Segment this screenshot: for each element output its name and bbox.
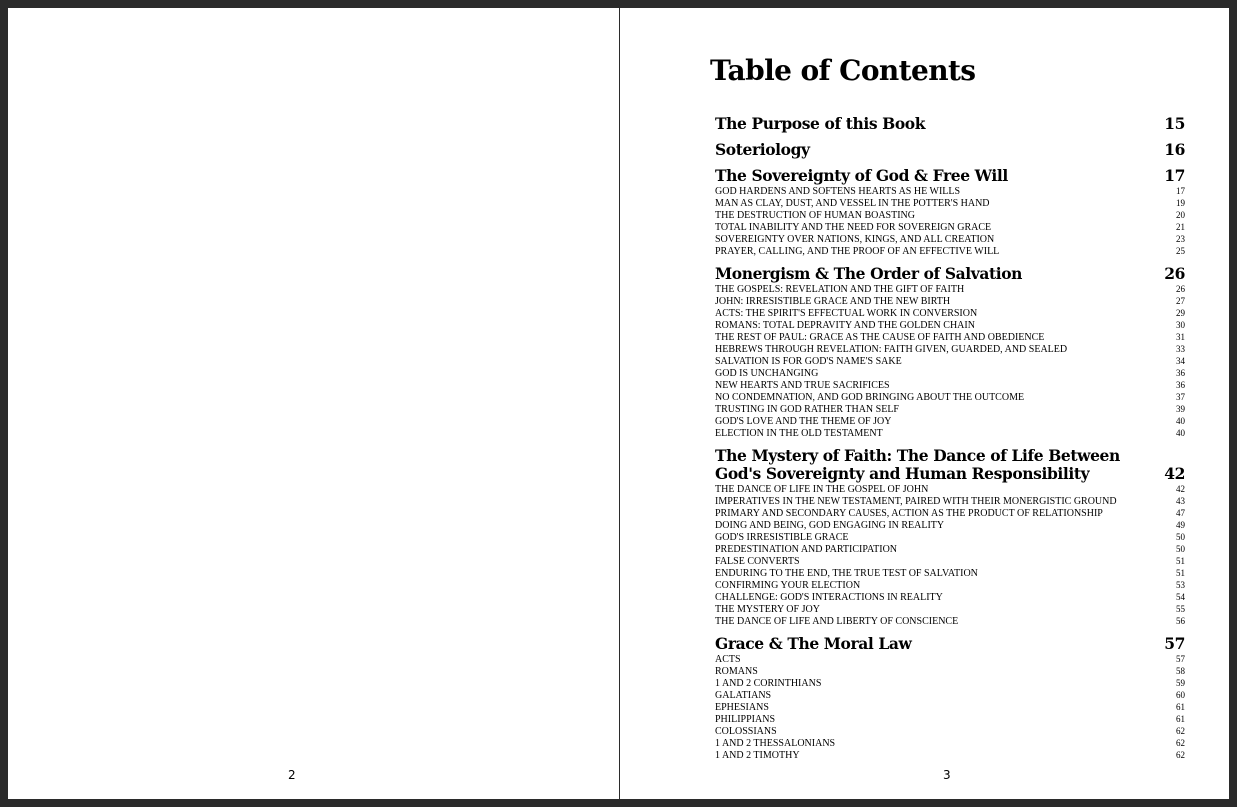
toc-entry-page-number: 42 (1176, 484, 1185, 494)
toc-entry-page-number: 29 (1176, 308, 1185, 318)
toc-section (715, 635, 1185, 761)
toc-entry[interactable] (715, 403, 1185, 415)
toc-entry-page-number: 55 (1176, 604, 1185, 614)
toc-entry-page-number: 40 (1176, 428, 1185, 438)
toc-entry[interactable] (715, 591, 1185, 603)
toc-entry[interactable] (715, 233, 1185, 245)
toc-entry-page-number: 25 (1176, 246, 1185, 256)
toc-section-page-number: 16 (1164, 140, 1185, 159)
toc-entry[interactable] (715, 653, 1185, 665)
toc-section-title: The Sovereignty of God & Free Will (715, 166, 1008, 185)
toc-entry[interactable] (715, 427, 1185, 439)
toc-section (715, 141, 1185, 159)
left-page-number: 2 (288, 768, 296, 782)
toc-section-heading[interactable] (715, 447, 1185, 483)
toc-entry[interactable] (715, 197, 1185, 209)
toc-entry-title: CONFIRMING YOUR ELECTION (715, 580, 861, 591)
toc-entry[interactable] (715, 295, 1185, 307)
toc-entry-title: PRIMARY AND SECONDARY CAUSES, ACTION AS THE PRODUCT OF RELATIONSHIP (715, 508, 1103, 519)
toc-entry[interactable] (715, 543, 1185, 555)
toc-entry[interactable] (715, 737, 1185, 749)
toc-entry-page-number: 61 (1176, 714, 1185, 724)
toc-section (715, 447, 1185, 627)
toc-entry-page-number: 36 (1176, 368, 1185, 378)
toc-entry-page-number: 54 (1176, 592, 1185, 602)
toc-entry-title: THE DESTRUCTION OF HUMAN BOASTING (715, 210, 915, 221)
toc-entry-title: ROMANS: TOTAL DEPRAVITY AND THE GOLDEN CHAIN (715, 320, 975, 331)
toc-entry-title: IMPERATIVES IN THE NEW TESTAMENT, PAIRED WITH THEIR MONERGISTIC GROUND (715, 496, 1117, 507)
toc-entry-page-number: 43 (1176, 496, 1185, 506)
toc-entry-page-number: 50 (1176, 544, 1185, 554)
toc-section-title: Soteriology (715, 140, 810, 159)
toc-entry-page-number: 19 (1176, 198, 1185, 208)
toc-entry-page-number: 62 (1176, 738, 1185, 748)
toc-entry-page-number: 36 (1176, 380, 1185, 390)
toc-entry-page-number: 61 (1176, 702, 1185, 712)
toc-section-title: Grace & The Moral Law (715, 634, 912, 653)
right-page-number: 3 (943, 768, 951, 782)
toc-entry-page-number: 37 (1176, 392, 1185, 402)
toc-entry-page-number: 17 (1176, 186, 1185, 196)
toc-section-heading[interactable] (715, 115, 1185, 133)
toc-entry-page-number: 50 (1176, 532, 1185, 542)
toc-entry-page-number: 39 (1176, 404, 1185, 414)
book-spread (8, 8, 1229, 799)
toc-entry-page-number: 53 (1176, 580, 1185, 590)
toc-section-page-number: 15 (1164, 114, 1185, 133)
toc-entry[interactable] (715, 725, 1185, 737)
toc-entry[interactable] (715, 677, 1185, 689)
toc-section-page-number: 57 (1164, 634, 1185, 653)
toc-entry-title: PHILIPPIANS (715, 714, 776, 725)
toc-entry-title: PRAYER, CALLING, AND THE PROOF OF AN EFFECTIVE WILL (715, 246, 1000, 257)
toc-entry-title: MAN AS CLAY, DUST, AND VESSEL IN THE POTTER'S HAND (715, 198, 990, 209)
toc-section-heading[interactable] (715, 635, 1185, 653)
toc-entry[interactable] (715, 415, 1185, 427)
toc-entry[interactable] (715, 603, 1185, 615)
toc-entry[interactable] (715, 185, 1185, 197)
toc-entry-page-number: 58 (1176, 666, 1185, 676)
toc-entry-title: FALSE CONVERTS (715, 556, 800, 567)
toc-entry[interactable] (715, 283, 1185, 295)
toc-entry[interactable] (715, 749, 1185, 761)
toc-entry-page-number: 59 (1176, 678, 1185, 688)
toc-entry-title: COLOSSIANS (715, 726, 777, 737)
toc-entry-page-number: 51 (1176, 568, 1185, 578)
toc-entry-title: GALATIANS (715, 690, 772, 701)
toc-entry[interactable] (715, 701, 1185, 713)
toc-entry[interactable] (715, 245, 1185, 257)
toc-entry[interactable] (715, 355, 1185, 367)
left-page (8, 8, 619, 799)
toc-entry[interactable] (715, 531, 1185, 543)
toc-entry-title: EPHESIANS (715, 702, 769, 713)
toc-entry-title: HEBREWS THROUGH REVELATION: FAITH GIVEN, GUARDED, AND SEALED (715, 344, 1068, 355)
right-page (620, 8, 1229, 799)
toc-entry[interactable] (715, 519, 1185, 531)
toc-entry-title: ROMANS (715, 666, 758, 677)
toc-entry[interactable] (715, 209, 1185, 221)
toc-entry-page-number: 62 (1176, 750, 1185, 760)
toc-section-heading[interactable] (715, 265, 1185, 283)
toc-entry-title: SOVEREIGNTY OVER NATIONS, KINGS, AND ALL CREATION (715, 234, 995, 245)
toc-entry-title: THE MYSTERY OF JOY (715, 604, 820, 615)
toc-entry-title: 1 AND 2 CORINTHIANS (715, 678, 822, 689)
toc-entry-title: TOTAL INABILITY AND THE NEED FOR SOVEREIGN GRACE (715, 222, 992, 233)
toc-entry-title: ACTS: THE SPIRIT'S EFFECTUAL WORK IN CONVERSION (715, 308, 978, 319)
toc-entry[interactable] (715, 221, 1185, 233)
toc-title: Table of Contents (710, 54, 976, 87)
toc-entry-title: CHALLENGE: GOD'S INTERACTIONS IN REALITY (715, 592, 943, 603)
toc-entry[interactable] (715, 579, 1185, 591)
toc-entry-page-number: 49 (1176, 520, 1185, 530)
toc-entry[interactable] (715, 507, 1185, 519)
toc-entry[interactable] (715, 615, 1185, 627)
toc-entry[interactable] (715, 331, 1185, 343)
toc-entry-page-number: 30 (1176, 320, 1185, 330)
toc-entry-title: 1 AND 2 TIMOTHY (715, 750, 800, 761)
toc-entry-title: NO CONDEMNATION, AND GOD BRINGING ABOUT THE OUTCOME (715, 392, 1025, 403)
toc-entry-page-number: 47 (1176, 508, 1185, 518)
toc-entry-title: THE REST OF PAUL: GRACE AS THE CAUSE OF FAITH AND OBEDIENCE (715, 332, 1045, 343)
toc-entry-page-number: 20 (1176, 210, 1185, 220)
toc-entry-title: ENDURING TO THE END, THE TRUE TEST OF SALVATION (715, 568, 978, 579)
toc-entry-title: THE DANCE OF LIFE IN THE GOSPEL OF JOHN (715, 484, 929, 495)
toc-section-page-number: 42 (1164, 464, 1185, 483)
toc-section (715, 167, 1185, 257)
toc-section-title: The Mystery of Faith: The Dance of Life Between God's Sovereignty and Human Responsibility (715, 446, 1120, 483)
toc-entry[interactable] (715, 379, 1185, 391)
toc-entry-title: JOHN: IRRESISTIBLE GRACE AND THE NEW BIRTH (715, 296, 951, 307)
toc-entry-title: GOD'S IRRESISTIBLE GRACE (715, 532, 849, 543)
toc-entry[interactable] (715, 343, 1185, 355)
toc-entry[interactable] (715, 713, 1185, 725)
toc-entry[interactable] (715, 307, 1185, 319)
toc-entry[interactable] (715, 319, 1185, 331)
toc-entry[interactable] (715, 665, 1185, 677)
toc-entry[interactable] (715, 367, 1185, 379)
toc-entry-page-number: 57 (1176, 654, 1185, 664)
toc-entry-page-number: 60 (1176, 690, 1185, 700)
toc-entry[interactable] (715, 689, 1185, 701)
toc-entry-title: SALVATION IS FOR GOD'S NAME'S SAKE (715, 356, 902, 367)
toc-entry-title: GOD IS UNCHANGING (715, 368, 819, 379)
toc-section (715, 265, 1185, 439)
toc-entry-page-number: 51 (1176, 556, 1185, 566)
toc-entry-title: DOING AND BEING, GOD ENGAGING IN REALITY (715, 520, 945, 531)
toc-entry-page-number: 62 (1176, 726, 1185, 736)
toc-entry-page-number: 23 (1176, 234, 1185, 244)
toc-entry-page-number: 27 (1176, 296, 1185, 306)
toc-entry-page-number: 21 (1176, 222, 1185, 232)
toc-entry-page-number: 40 (1176, 416, 1185, 426)
toc-section-title: The Purpose of this Book (715, 114, 926, 133)
toc-entry[interactable] (715, 391, 1185, 403)
toc-entry-title: ELECTION IN THE OLD TESTAMENT (715, 428, 883, 439)
toc-entry-title: TRUSTING IN GOD RATHER THAN SELF (715, 404, 899, 415)
toc-entry[interactable] (715, 567, 1185, 579)
toc-entry-title: NEW HEARTS AND TRUE SACRIFICES (715, 380, 890, 391)
toc-entry-title: GOD'S LOVE AND THE THEME OF JOY (715, 416, 892, 427)
toc-entry-title: GOD HARDENS AND SOFTENS HEARTS AS HE WILLS (715, 186, 961, 197)
toc-section-heading[interactable] (715, 167, 1185, 185)
toc-section (715, 115, 1185, 133)
toc-entry-title: PREDESTINATION AND PARTICIPATION (715, 544, 898, 555)
toc-entry-page-number: 31 (1176, 332, 1185, 342)
toc-entry[interactable] (715, 483, 1185, 495)
toc-section-heading[interactable] (715, 141, 1185, 159)
toc-entry[interactable] (715, 555, 1185, 567)
toc-entry-title: THE DANCE OF LIFE AND LIBERTY OF CONSCIENCE (715, 616, 959, 627)
toc-entry-title: 1 AND 2 THESSALONIANS (715, 738, 836, 749)
toc-section-page-number: 17 (1164, 166, 1185, 185)
toc-entry-title: ACTS (715, 654, 741, 665)
toc-entry-page-number: 56 (1176, 616, 1185, 626)
toc-entry-page-number: 34 (1176, 356, 1185, 366)
toc-entry-title: THE GOSPELS: REVELATION AND THE GIFT OF FAITH (715, 284, 965, 295)
toc-entry-page-number: 33 (1176, 344, 1185, 354)
toc-entry[interactable] (715, 495, 1185, 507)
toc-section-title: Monergism & The Order of Salvation (715, 264, 1023, 283)
table-of-contents (715, 115, 1185, 761)
toc-entry-page-number: 26 (1176, 284, 1185, 294)
toc-section-page-number: 26 (1164, 264, 1185, 283)
